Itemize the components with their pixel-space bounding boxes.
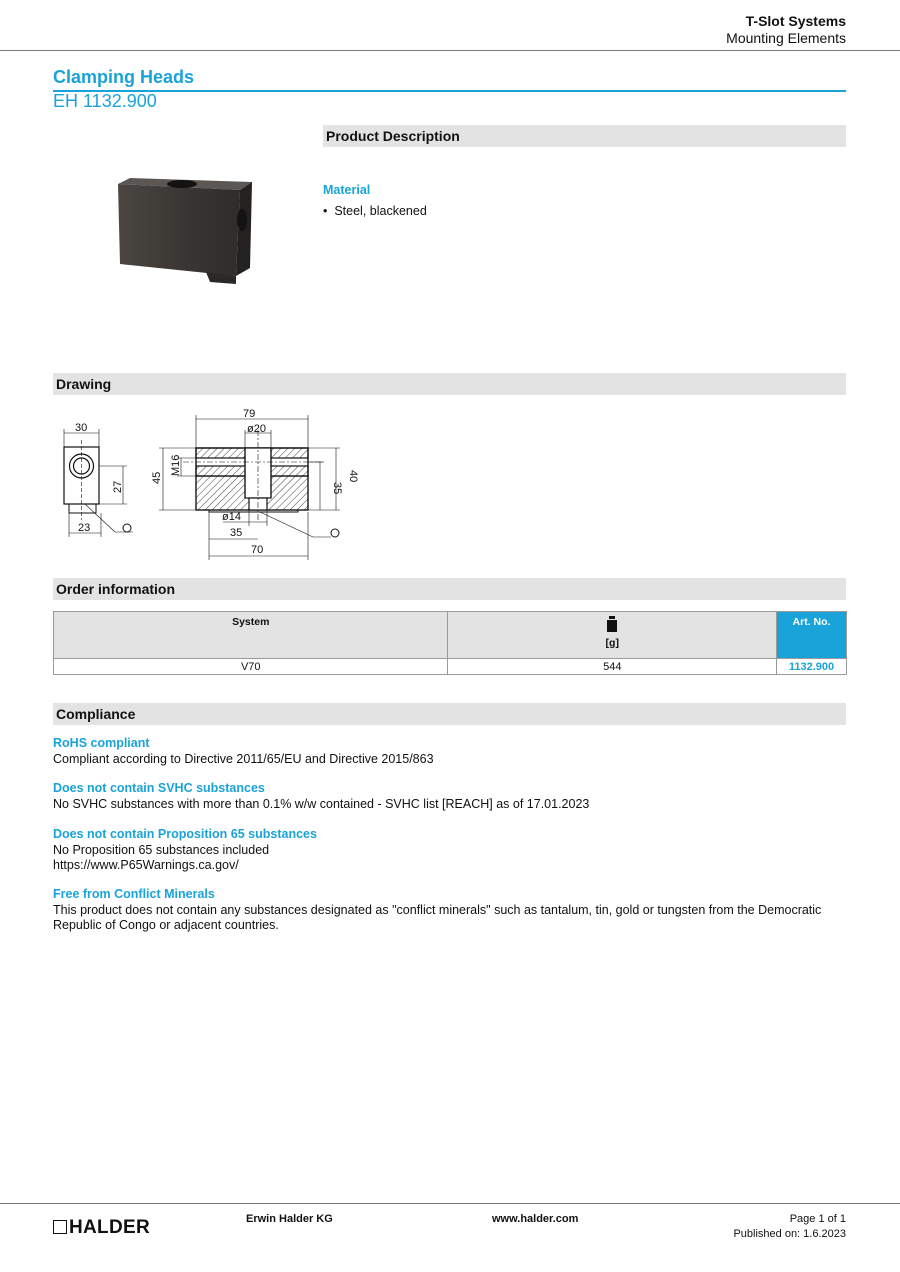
dim-diameter-20: ø20: [247, 423, 266, 435]
table-row: [54, 659, 847, 675]
dim-height-40: 40: [347, 470, 359, 483]
dim-width-30: 30: [75, 422, 88, 434]
order-information-heading: Order information: [53, 578, 846, 600]
column-system: System: [54, 612, 448, 659]
header-subcategory: Mounting Elements: [726, 30, 846, 46]
rohs-text: Compliant according to Directive 2011/65/EU and Directive 2015/863: [53, 752, 434, 766]
order-table-header: [54, 612, 847, 659]
product-code: EH 1132.900: [53, 91, 157, 111]
order-table: [53, 611, 847, 675]
title-underline: [53, 90, 846, 92]
weight-icon: [606, 616, 618, 632]
column-art-no: Art. No.: [777, 612, 847, 659]
dim-height-27: 27: [112, 480, 124, 493]
material-item: [323, 204, 427, 219]
conflict-minerals-title: Free from Conflict Minerals: [53, 887, 215, 901]
dim-height-35: 35: [331, 482, 343, 495]
conflict-minerals-text: This product does not contain any substances designated as "conflict minerals" such as tantalum, tin, gold or tungsten from the Democratic Republic of Congo or adjacent countries.: [53, 903, 822, 932]
dim-width-23: 23: [78, 522, 91, 534]
product-photo: [110, 170, 260, 290]
logo-mark-icon: [53, 1220, 67, 1234]
prop65-link[interactable]: https://www.P65Warnings.ca.gov/: [53, 858, 239, 872]
drawing-heading: Drawing: [53, 373, 846, 395]
product-title: Clamping Heads: [53, 67, 195, 87]
footer-published-date: Published on: 1.6.2023: [733, 1228, 846, 1240]
svhc-text: No SVHC substances with more than 0.1% w/w contained - SVHC list [REACH] as of 17.01.2023: [53, 797, 590, 811]
logo-text: HALDER: [69, 1217, 150, 1238]
rohs-title: RoHS compliant: [53, 736, 150, 750]
prop65-title: Does not contain Proposition 65 substances: [53, 827, 317, 841]
dim-width-35: 35: [230, 527, 243, 539]
footer-company: Erwin Halder KG: [246, 1213, 333, 1225]
halder-logo: [53, 1217, 150, 1239]
product-description-heading: Product Description: [323, 125, 846, 147]
section-view: [196, 448, 308, 512]
weight-unit: [g]: [605, 637, 619, 649]
dim-length-79: 79: [243, 408, 256, 420]
dim-height-45: 45: [151, 471, 163, 484]
technical-drawing: [53, 400, 363, 565]
footer-page-number: Page 1 of 1: [789, 1213, 846, 1225]
cell-weight: 544: [448, 659, 777, 675]
dim-diameter-14: ø14: [222, 511, 241, 523]
footer-website[interactable]: www.halder.com: [492, 1213, 579, 1225]
compliance-heading: Compliance: [53, 703, 846, 725]
dim-width-70: 70: [251, 544, 264, 556]
dim-thread-m16: M16: [170, 454, 182, 476]
header-category: T-Slot Systems: [745, 13, 846, 29]
column-weight: [448, 612, 777, 659]
bullet: •: [323, 204, 328, 218]
surface-symbol-icon: [331, 529, 339, 537]
cell-art-no[interactable]: 1132.900: [777, 659, 847, 675]
cell-system: V70: [54, 659, 448, 675]
material-item-text: Steel, blackened: [334, 204, 427, 218]
surface-symbol-icon: [123, 524, 131, 532]
material-label: Material: [323, 183, 371, 197]
prop65-text: No Proposition 65 substances included: [53, 843, 270, 857]
header-divider: [0, 50, 900, 51]
svhc-title: Does not contain SVHC substances: [53, 781, 265, 795]
footer-divider: [0, 1203, 900, 1204]
